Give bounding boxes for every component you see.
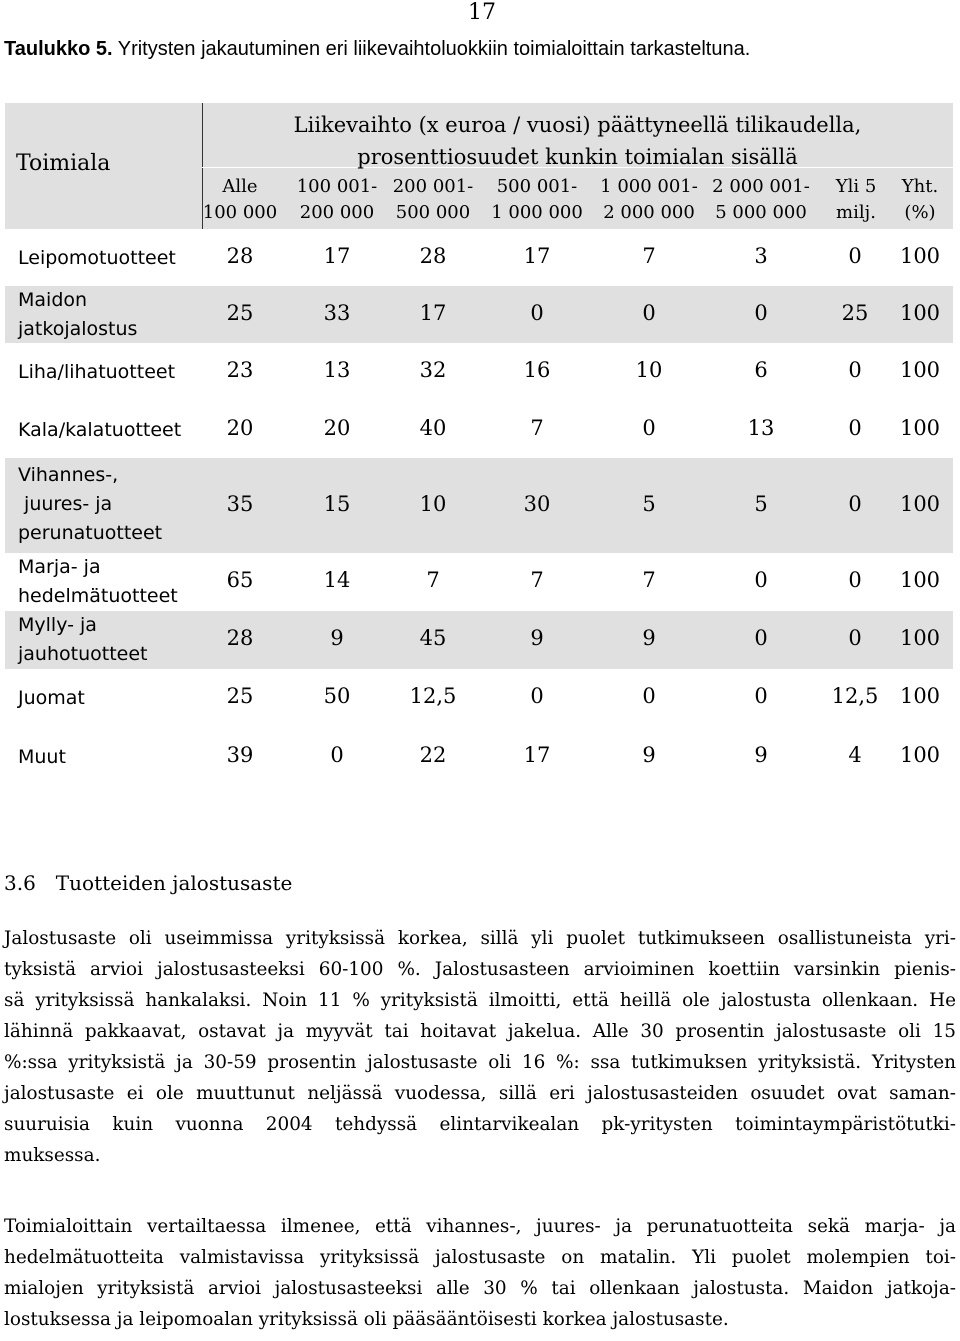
row-label-line: Vihannes-, [18,464,119,486]
column-header-line: 100 000 [202,202,278,223]
table-cell: 17 [523,743,551,767]
table-cell: 100 [899,568,941,592]
table-cell: 0 [642,684,656,708]
table-cell: 20 [226,416,254,440]
table-cell: 0 [530,684,544,708]
table-cell: 20 [323,416,351,440]
table-row [5,401,953,458]
row-label-line: perunatuotteet [18,522,163,544]
table-cell: 7 [530,568,544,592]
table-cell: 22 [419,743,447,767]
table-row [5,669,953,726]
column-header-line: 200 000 [299,202,375,223]
table-cell: 17 [419,301,447,325]
table-cell: 10 [635,358,663,382]
row-label-line: Leipomotuotteet [18,247,176,269]
table-cell: 17 [323,244,351,268]
column-header-line: 5 000 000 [715,202,807,223]
table-cell: 15 [323,492,351,516]
column-header [373,174,493,226]
table-row [5,553,953,611]
table-cell: 100 [899,301,941,325]
column-header-line: Yht. [901,176,939,197]
table-header [5,103,953,229]
paragraph-line: muksessa. [4,1145,101,1166]
column-header-line: 200 001- [392,176,474,197]
table-cell: 0 [642,301,656,325]
row-label-line: jatkojalostus [18,318,138,340]
column-header-line: 100 001- [296,176,378,197]
paragraph-line: Jalostusaste oli useimmissa yrityksissä korkea, sillä yli puolet tutkimukseen osallistuneista yri- [4,928,956,949]
table-cell: 14 [323,568,351,592]
caption-text: Yritysten jakautuminen eri liikevaihtoluokkiin toimialoittain tarkasteltuna. [112,38,751,60]
row-label [18,553,178,611]
table-cell: 3 [754,244,768,268]
table-cell: 28 [419,244,447,268]
table-cell: 13 [747,416,775,440]
paragraph-line: lähinnä pakkaavat, ostavat ja myyvät tai hoitavat jakelua. Alle 30 prosentin jalostusaste oli 15 [4,1021,956,1042]
table-cell: 12,5 [831,684,879,708]
row-label [18,356,175,388]
row-label [18,286,137,344]
paragraph-line: tyksistä arvioi jalostusasteeksi 60-100 %. Jalostusasteen arvioiminen koettiin varsinkin pienis- [4,959,956,980]
table-cell: 39 [226,743,254,767]
row-label [18,741,66,773]
table-cell: 33 [323,301,351,325]
table-cell: 0 [848,568,862,592]
row-label [18,682,85,714]
table-cell: 35 [226,492,254,516]
table-cell: 30 [523,492,551,516]
paragraph [4,1211,956,1335]
row-label [18,414,181,446]
table-cell: 28 [226,244,254,268]
column-header-line: 2 000 000 [603,202,695,223]
column-header-line: 500 001- [496,176,578,197]
paragraph-line: hedelmätuotteita valmistavissa yrityksissä jalostusaste on matalin. Yli puolet molempien toi- [4,1247,956,1268]
table-cell: 12,5 [409,684,457,708]
paragraph-line: lostuksessa ja leipomoalan yrityksissä oli pääsääntöisesti korkea jalostusaste. [4,1309,729,1330]
table-cell: 7 [426,568,440,592]
table-cell: 0 [754,568,768,592]
table-row [5,229,953,286]
table-cell: 100 [899,416,941,440]
caption-label: Taulukko 5. [4,38,113,60]
table-cell: 40 [419,416,447,440]
row-label-line: juures- ja [18,493,113,515]
column-header-line: 1 000 000 [491,202,583,223]
column-header-line: Alle [222,176,258,197]
row-label [18,611,147,669]
paragraph-line: suuruisia kuin vuonna 2004 tehdyssä elintarvikealan pk-yritysten toimintaympäristötutki- [4,1114,956,1135]
column-header [477,174,597,226]
paragraph-line: mialojen yrityksistä arvioi jalostusasteeksi alle 30 % tai ollenkaan jalostusta. Maidon jatkoja- [4,1278,956,1299]
row-label-line: Juomat [18,687,85,709]
table-cell: 4 [848,743,862,767]
table-cell: 7 [530,416,544,440]
column-header-line: 1 000 001- [600,176,698,197]
table-cell: 10 [419,492,447,516]
column-header [860,174,960,226]
table-cell: 5 [754,492,768,516]
column-header-line: 2 000 001- [712,176,810,197]
table-cell: 0 [754,684,768,708]
table-cell: 32 [419,358,447,382]
table-cell: 5 [642,492,656,516]
header-liikevaihto: Liikevaihto (x euroa / vuosi) päättyneellä tilikaudella, prosenttiosuudet kunkin toimialan sisällä [293,113,862,169]
table-cell: 100 [899,358,941,382]
table-cell: 100 [899,743,941,767]
table-cell: 100 [899,626,941,650]
row-label-line: hedelmätuotteet [18,585,178,607]
table-cell: 28 [226,626,254,650]
table-cell: 100 [899,492,941,516]
table-cell: 23 [226,358,254,382]
page-number: 17 [468,0,496,25]
column-header-line: Yli 5 [835,176,877,197]
table-row [5,286,953,343]
row-label [18,242,176,274]
table-cell: 0 [754,301,768,325]
table-cell: 0 [642,416,656,440]
row-label-line: Kala/kalatuotteet [18,419,182,441]
table-cell: 50 [323,684,351,708]
table-row [5,611,953,669]
table-cell: 16 [523,358,551,382]
table-cell: 0 [848,492,862,516]
table-cell: 9 [530,626,544,650]
industry-table [5,103,953,787]
paragraph-line: %:ssa yrityksistä ja 30-59 prosentin jalostusaste oli 16 %: ssa tutkimuksen yrityksistä. Yritysten [4,1052,956,1073]
table-cell: 9 [330,626,344,650]
header-toimiala: Toimiala [16,151,111,176]
table-cell: 9 [642,626,656,650]
table-cell: 100 [899,244,941,268]
table-cell: 100 [899,684,941,708]
table-cell: 0 [848,358,862,382]
table-row [5,458,953,553]
table-cell: 6 [754,358,768,382]
row-label [18,461,162,548]
table-cell: 7 [642,244,656,268]
table-cell: 25 [226,301,254,325]
table-cell: 17 [523,244,551,268]
table-cell: 0 [754,626,768,650]
table-caption [4,38,750,61]
row-label-line: Marja- ja [18,556,101,578]
row-label-line: Maidon [18,289,88,311]
table-cell: 0 [848,626,862,650]
row-label-line: Mylly- ja [18,614,97,636]
row-label-line: Muut [18,746,66,768]
table-cell: 45 [419,626,447,650]
table-cell: 9 [642,743,656,767]
table-cell: 25 [841,301,869,325]
table-cell: 7 [642,568,656,592]
paragraph [4,923,956,1171]
table-cell: 0 [848,244,862,268]
table-cell: 0 [330,743,344,767]
paragraph-line: jalostusaste ei ole muuttunut neljässä vuodessa, sillä eri jalostusasteiden osuudet ovat saman- [4,1083,956,1104]
table-cell: 65 [226,568,254,592]
table-cell: 0 [848,416,862,440]
section-heading: 3.6 Tuotteiden jalostusaste [4,871,293,895]
paragraph-line: Toimialoittain vertailtaessa ilmenee, että vihannes-, juures- ja perunatuotteita sekä marja- ja [4,1216,956,1237]
column-header [589,174,709,226]
column-header-line: (%) [904,202,936,223]
column-header-line: milj. [836,202,876,223]
table-cell: 0 [530,301,544,325]
column-header-line: 500 000 [395,202,471,223]
row-label-line: Liha/lihatuotteet [18,361,176,383]
table-cell: 13 [323,358,351,382]
table-row [5,343,953,401]
table-cell: 9 [754,743,768,767]
row-label-line: jauhotuotteet [18,643,148,665]
table-row [5,726,953,787]
paragraph-line: sä yrityksissä hankalaksi. Noin 11 % yrityksistä ilmoitti, että heillä ole jalostusta ollenkaan. He [4,990,956,1011]
table-cell: 25 [226,684,254,708]
